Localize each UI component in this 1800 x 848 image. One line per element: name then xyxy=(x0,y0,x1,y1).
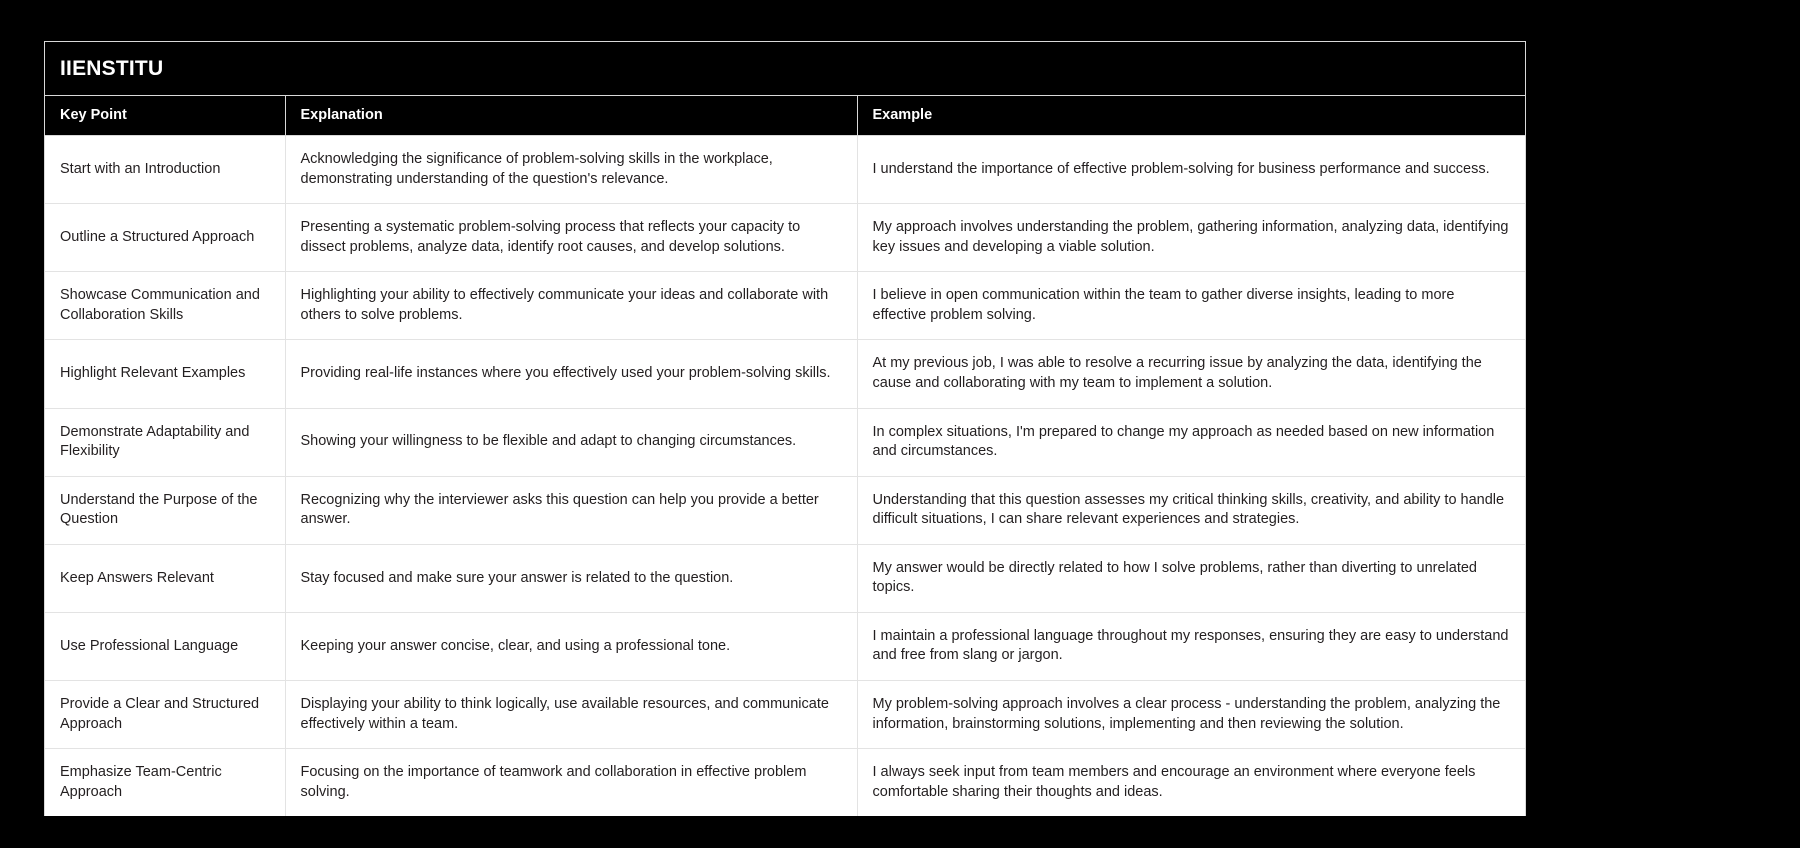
cell-key-point: Emphasize Team-Centric Approach xyxy=(45,749,285,817)
column-header-example: Example xyxy=(857,96,1525,136)
cell-explanation: Acknowledging the significance of problem-solving skills in the workplace, demonstrating understanding of the question's relevance. xyxy=(285,136,857,204)
table-header-row xyxy=(45,96,1525,136)
brand-header xyxy=(45,42,1525,96)
cell-explanation: Focusing on the importance of teamwork and collaboration in effective problem solving. xyxy=(285,749,857,817)
table-row xyxy=(45,749,1525,817)
cell-explanation: Showing your willingness to be flexible and adapt to changing circumstances. xyxy=(285,408,857,476)
cell-key-point: Use Professional Language xyxy=(45,612,285,680)
cell-explanation: Highlighting your ability to effectively communicate your ideas and collaborate with others to solve problems. xyxy=(285,272,857,340)
cell-key-point: Provide a Clear and Structured Approach xyxy=(45,681,285,749)
table-row xyxy=(45,340,1525,408)
cell-explanation: Keeping your answer concise, clear, and using a professional tone. xyxy=(285,612,857,680)
cell-example: Understanding that this question assesses my critical thinking skills, creativity, and ability to handle difficult situations, I can share relevant experiences and strategies. xyxy=(857,476,1525,544)
cell-key-point: Start with an Introduction xyxy=(45,136,285,204)
cell-example: I maintain a professional language throughout my responses, ensuring they are easy to understand and free from slang or jargon. xyxy=(857,612,1525,680)
cell-explanation: Presenting a systematic problem-solving process that reflects your capacity to dissect problems, analyze data, identify root causes, and develop solutions. xyxy=(285,204,857,272)
cell-example: I always seek input from team members and encourage an environment where everyone feels comfortable sharing their thoughts and ideas. xyxy=(857,749,1525,817)
cell-explanation: Displaying your ability to think logically, use available resources, and communicate effectively within a team. xyxy=(285,681,857,749)
table-row xyxy=(45,408,1525,476)
cell-key-point: Keep Answers Relevant xyxy=(45,544,285,612)
table-row xyxy=(45,272,1525,340)
table-row xyxy=(45,204,1525,272)
cell-key-point: Showcase Communication and Collaboration Skills xyxy=(45,272,285,340)
column-header-key-point: Key Point xyxy=(45,96,285,136)
cell-key-point: Understand the Purpose of the Question xyxy=(45,476,285,544)
cell-explanation: Providing real-life instances where you effectively used your problem-solving skills. xyxy=(285,340,857,408)
table-row xyxy=(45,544,1525,612)
cell-example: I believe in open communication within the team to gather diverse insights, leading to more effective problem solving. xyxy=(857,272,1525,340)
table-body xyxy=(45,136,1525,817)
cell-explanation: Recognizing why the interviewer asks this question can help you provide a better answer. xyxy=(285,476,857,544)
cell-example: My problem-solving approach involves a clear process - understanding the problem, analyzing the information, brainstorming solutions, implementing and then reviewing the solution. xyxy=(857,681,1525,749)
table-header xyxy=(45,96,1525,136)
cell-key-point: Demonstrate Adaptability and Flexibility xyxy=(45,408,285,476)
table-row xyxy=(45,136,1525,204)
cell-key-point: Outline a Structured Approach xyxy=(45,204,285,272)
table-row xyxy=(45,681,1525,749)
key-points-card xyxy=(44,41,1526,816)
key-points-table xyxy=(45,96,1525,816)
column-header-explanation: Explanation xyxy=(285,96,857,136)
cell-example: I understand the importance of effective problem-solving for business performance and success. xyxy=(857,136,1525,204)
cell-example: My approach involves understanding the problem, gathering information, analyzing data, identifying key issues and developing a viable solution. xyxy=(857,204,1525,272)
cell-example: My answer would be directly related to how I solve problems, rather than diverting to unrelated topics. xyxy=(857,544,1525,612)
cell-key-point: Highlight Relevant Examples xyxy=(45,340,285,408)
cell-example: In complex situations, I'm prepared to change my approach as needed based on new information and circumstances. xyxy=(857,408,1525,476)
cell-explanation: Stay focused and make sure your answer is related to the question. xyxy=(285,544,857,612)
table-row xyxy=(45,476,1525,544)
brand-title: IIENSTITU xyxy=(60,56,164,80)
table-row xyxy=(45,612,1525,680)
cell-example: At my previous job, I was able to resolve a recurring issue by analyzing the data, identifying the cause and collaborating with my team to implement a solution. xyxy=(857,340,1525,408)
